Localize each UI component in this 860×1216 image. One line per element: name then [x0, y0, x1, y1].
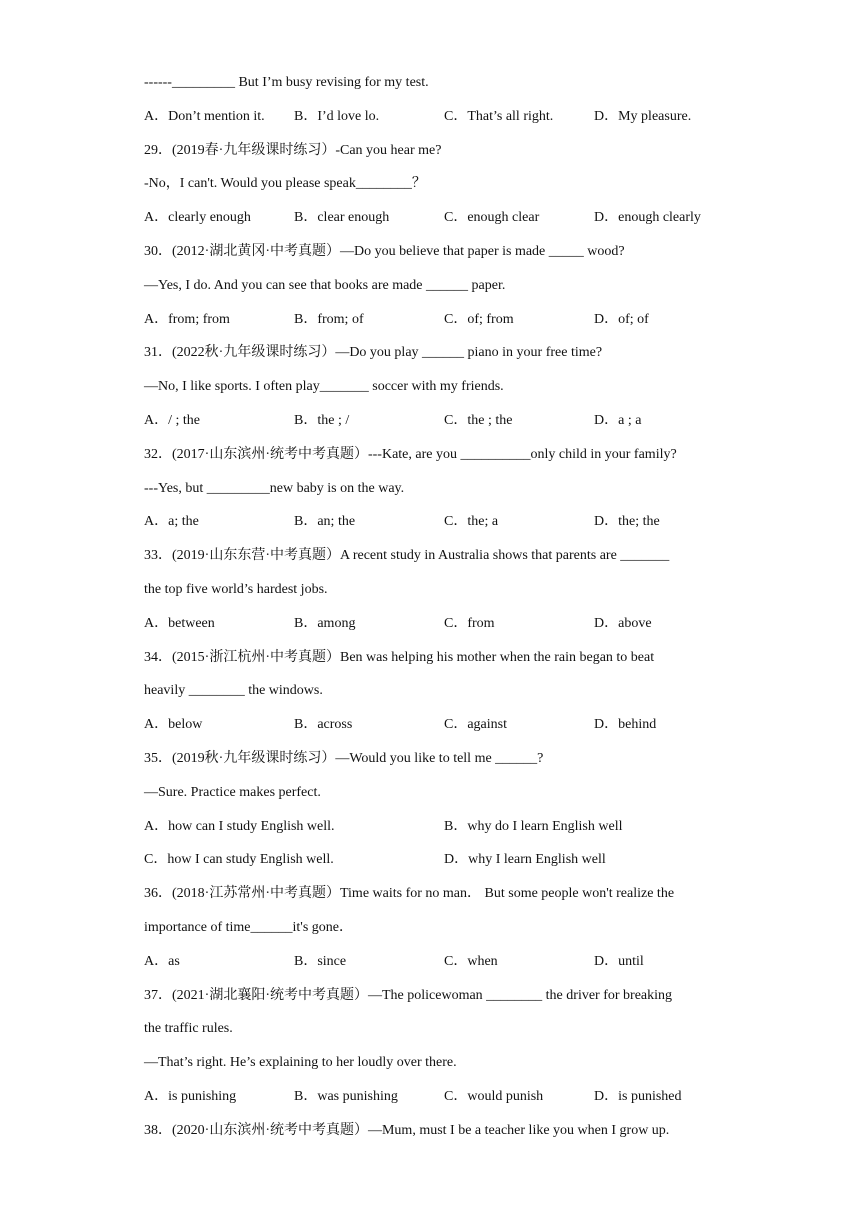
text-line: ------_________ But I’m busy revising for my test. [144, 75, 429, 90]
option-d: D．a ; a [594, 412, 642, 428]
options-row [144, 843, 724, 877]
text-line: —That’s right. He’s explaining to her loudly over there. [144, 1055, 457, 1071]
options-row [144, 404, 724, 438]
option-a: A．between [144, 615, 215, 631]
question-38: 38．(2020·山东滨州·统考中考真题）—Mum, must I be a teacher like you when I grow up. [144, 1122, 670, 1138]
option-c: C．from [444, 615, 495, 631]
option-c: C．the; a [444, 514, 499, 530]
options-row [144, 607, 724, 641]
question-29: 29．(2019春·九年级课时练习）-Can you hear me? [144, 142, 442, 158]
option-c: C．how I can study English well. [144, 852, 334, 868]
options-row [144, 505, 724, 539]
options-row [144, 201, 724, 235]
text-line: the traffic rules. [144, 1021, 233, 1037]
option-b: B．across [294, 717, 353, 733]
text-line: ---Yes, but _________new baby is on the way. [144, 480, 405, 496]
option-c: C．when [444, 953, 498, 969]
option-a: A．clearly enough [144, 210, 251, 226]
option-d: D．enough clearly [594, 210, 701, 226]
option-d: D．My pleasure. [594, 108, 692, 124]
option-b: B．clear enough [294, 210, 390, 226]
question-36: 36．(2018·江苏常州·中考真题）Time waits for no man． But some people won't realize the [144, 886, 675, 902]
text-line: —Yes, I do. And you can see that books are made ______ paper. [144, 277, 506, 293]
option-a: A．Don’t mention it. [144, 108, 265, 124]
option-a: A．below [144, 717, 203, 733]
exam-page [144, 66, 724, 1148]
question-35: 35．(2019秋·九年级课时练习）—Would you like to tell me ______? [144, 750, 544, 766]
option-a: A．a; the [144, 514, 199, 530]
option-b: B．was punishing [294, 1088, 398, 1104]
text-line: -No，I can't. Would you please speak________？ [144, 176, 426, 192]
text-line: heavily ________ the windows. [144, 683, 323, 699]
option-b: B．an; the [294, 514, 356, 530]
question-32: 32．(2017·山东滨州·统考中考真题）---Kate, are you __________only child in your family? [144, 446, 677, 462]
question-30: 30．(2012·湖北黄冈·中考真题）—Do you believe that paper is made _____ wood? [144, 243, 625, 259]
text-line: —Sure. Practice makes perfect. [144, 784, 321, 800]
option-b: B．from; of [294, 311, 364, 327]
options-row [144, 100, 724, 134]
option-b: B．why do I learn English well [444, 818, 623, 834]
text-line: —No, I like sports. I often play_______ soccer with my friends. [144, 379, 504, 395]
option-c: C．the ; the [444, 412, 513, 428]
question-33: 33．(2019·山东东营·中考真题）A recent study in Australia shows that parents are _______ [144, 548, 670, 564]
question-31: 31．(2022秋·九年级课时练习）—Do you play ______ piano in your free time? [144, 345, 603, 361]
option-b: B．the ; / [294, 412, 350, 428]
option-d: D．behind [594, 717, 657, 733]
option-b: B．since [294, 953, 347, 969]
option-a: A．how can I study English well. [144, 818, 335, 834]
option-b: B．among [294, 615, 356, 631]
option-c: C．That’s all right. [444, 108, 554, 124]
option-a: A．as [144, 953, 180, 969]
option-d: D．until [594, 953, 644, 969]
text-line: importance of time______it's gone． [144, 919, 353, 935]
option-a: A．from; from [144, 311, 230, 327]
option-c: C．of; from [444, 311, 514, 327]
option-d: D．the; the [594, 514, 660, 530]
text-line: the top five world’s hardest jobs. [144, 581, 328, 597]
options-row [144, 1080, 724, 1114]
options-row [144, 708, 724, 742]
option-d: D．above [594, 615, 652, 631]
option-c: C．would punish [444, 1088, 544, 1104]
option-c: C．enough clear [444, 210, 540, 226]
option-a: A．/ ; the [144, 412, 200, 428]
option-b: B．I’d love lo. [294, 108, 380, 124]
option-a: A．is punishing [144, 1088, 237, 1104]
options-row [144, 810, 724, 844]
options-row [144, 303, 724, 337]
option-d: D．of; of [594, 311, 649, 327]
question-37: 37．(2021·湖北襄阳·统考中考真题）—The policewoman ________ the driver for breaking [144, 987, 673, 1003]
question-34: 34．(2015·浙江杭州·中考真题）Ben was helping his mother when the rain began to beat [144, 649, 655, 665]
option-d: D．is punished [594, 1088, 682, 1104]
options-row [144, 945, 724, 979]
option-c: C．against [444, 717, 507, 733]
option-d: D．why I learn English well [444, 852, 606, 868]
